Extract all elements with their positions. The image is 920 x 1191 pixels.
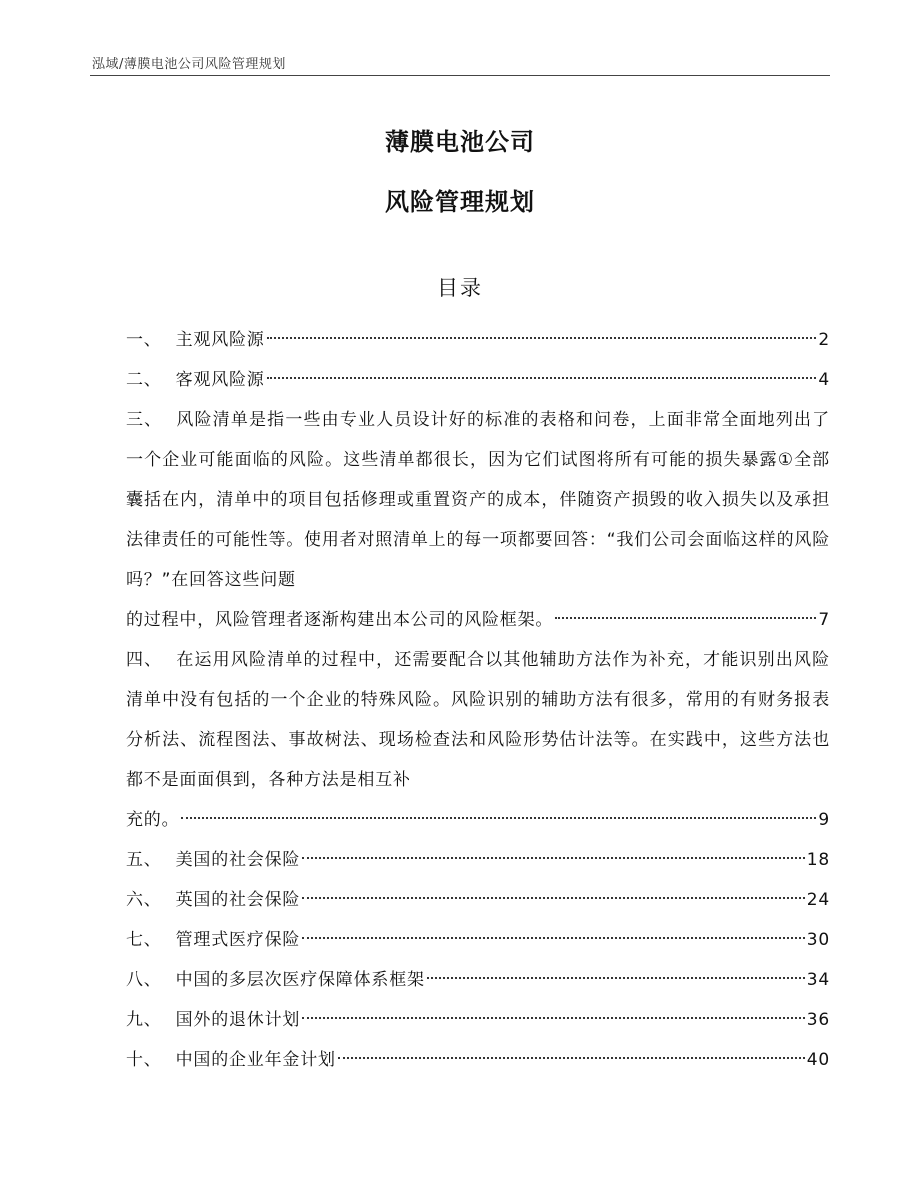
toc-entry-page: 9 [818,810,830,830]
document-title-line1: 薄膜电池公司 [385,128,535,156]
dot-leader [302,1017,805,1019]
toc-entry-number: 十、 [126,1050,162,1070]
toc-entry-title-tail: 充的。 [126,810,180,830]
dot-leader [267,377,817,379]
toc-entry-10[interactable] [126,1040,830,1080]
toc-entry-4[interactable] [126,640,830,840]
toc-entry-page: 30 [806,930,830,950]
toc-entry-number: 三、 [126,410,163,430]
toc-entry-1[interactable] [126,320,830,360]
toc-entry-6[interactable] [126,880,830,920]
dot-leader [427,977,805,979]
toc-entry-number: 九、 [126,1010,162,1030]
toc-entry-number: 一、 [126,330,162,350]
dot-leader [267,337,817,339]
toc-entry-title: 中国的多层次医疗保障体系框架 [175,970,425,990]
toc-heading: 目录 [437,276,483,300]
toc-entry-title: 管理式医疗保险 [175,930,301,950]
document-title-line2: 风险管理规划 [385,188,535,216]
toc-entry-5[interactable] [126,840,830,880]
toc-entry-page: 18 [806,850,830,870]
toc-entry-number: 五、 [126,850,162,870]
dot-leader [302,897,805,899]
toc-entry-page: 2 [818,330,830,350]
toc-entry-page: 36 [806,1010,830,1030]
toc-entry-number: 二、 [126,370,162,390]
toc-entry-3[interactable] [126,400,830,640]
toc-entry-title: 国外的退休计划 [175,1010,301,1030]
toc-entry-title: 中国的企业年金计划 [175,1050,336,1070]
toc-entry-page: 7 [818,610,830,630]
toc-entry-number: 四、 [126,650,163,670]
running-header: 泓域/薄膜电池公司风险管理规划 [92,57,286,72]
toc-entry-number: 六、 [126,890,162,910]
header-rule [90,75,830,76]
toc-entry-page: 40 [806,1050,830,1070]
toc-entry-title: 英国的社会保险 [175,890,301,910]
toc-entry-page: 24 [806,890,830,910]
dot-leader [302,937,805,939]
toc-entry-page: 34 [806,970,830,990]
dot-leader [338,1057,805,1059]
toc-entry-title: 主观风险源 [175,330,265,350]
toc-entry-title: 美国的社会保险 [175,850,301,870]
toc-entry-number: 八、 [126,970,162,990]
toc-entry-8[interactable] [126,960,830,1000]
toc-entry-page: 4 [818,370,830,390]
toc-entry-9[interactable] [126,1000,830,1040]
toc-entry-title: 风险清单是指一些由专业人员设计好的标准的表格和问卷，上面非常全面地列出了一个企业可能面临的风险。这些清单都很长，因为它们试图将所有可能的损失暴露①全部囊括在内，清单中的项目包括修理或重置资产的成本，伴随资产损毁的收入损失以及承担法律责任的可能性等。使用者对照清单上的每一项都要回答：“我们公司会面临这样的风险吗？”在回答这些问题 [126,410,830,590]
toc-entry-7[interactable] [126,920,830,960]
toc-entry-title: 在运用风险清单的过程中，还需要配合以其他辅助方法作为补充，才能识别出风险清单中没有包括的一个企业的特殊风险。风险识别的辅助方法有很多，常用的有财务报表分析法、流程图法、事故树法、现场检查法和风险形势估计法等。在实践中，这些方法也都不是面面俱到，各种方法是相互补 [126,650,830,790]
toc-entry-title-tail: 的过程中，风险管理者逐渐构建出本公司的风险框架。 [126,610,554,630]
dot-leader [302,857,805,859]
dot-leader [555,617,816,619]
dot-leader [181,817,816,819]
toc-entry-number: 七、 [126,930,162,950]
table-of-contents [126,320,830,1080]
toc-entry-title: 客观风险源 [175,370,265,390]
toc-entry-2[interactable] [126,360,830,400]
